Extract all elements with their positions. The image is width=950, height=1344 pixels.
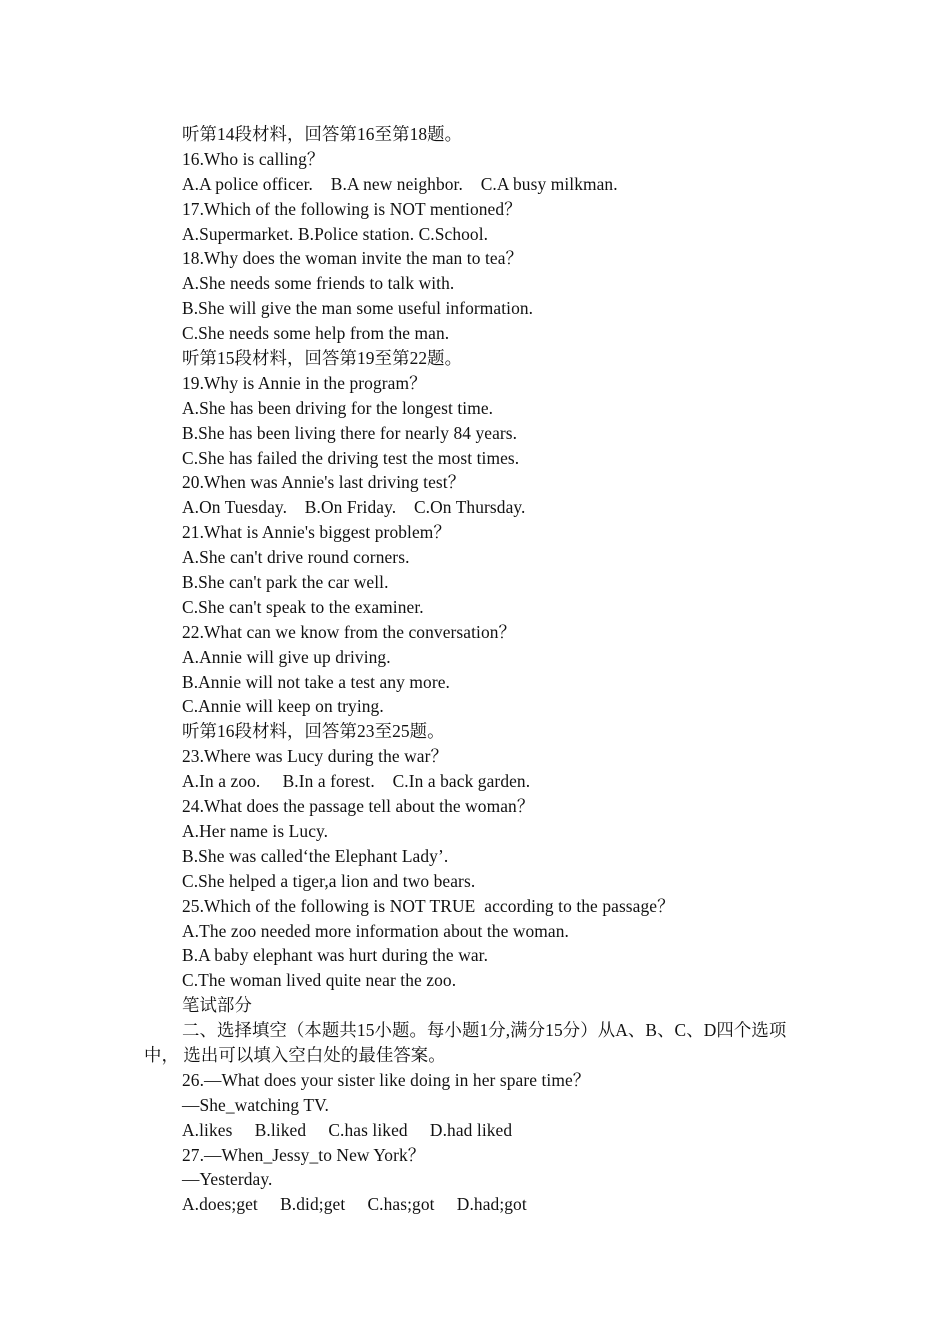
section-instructions-continued: 中， 选出可以填入空白处的最佳答案。	[144, 1044, 446, 1065]
answer-options: A.does;get B.did;get C.has;got D.had;got	[182, 1194, 527, 1215]
answer-option: C.Annie will keep on trying.	[182, 696, 384, 717]
answer-option: B.Annie will not take a test any more.	[182, 671, 450, 692]
question-text: 27.—When_Jessy_to New York？	[182, 1144, 426, 1165]
question-text: 17.Which of the following is NOT mentioned？	[182, 198, 522, 219]
exam-text-body	[144, 122, 822, 1217]
answer-option: A.Her name is Lucy.	[182, 820, 329, 841]
answer-option: C.She needs some help from the man.	[182, 323, 450, 344]
answer-option: B.She will give the man some useful information.	[182, 298, 534, 319]
part-heading: 笔试部分	[182, 995, 252, 1016]
answer-option: B.She can't park the car well.	[182, 572, 389, 593]
question-text: 16.Who is calling？	[182, 148, 325, 169]
dialogue-response: —She_watching TV.	[182, 1094, 329, 1115]
answer-option: B.A baby elephant was hurt during the war.	[182, 945, 489, 966]
answer-options: A.Supermarket. B.Police station. C.School.	[182, 223, 489, 244]
question-text: 21.What is Annie's biggest problem？	[182, 522, 451, 543]
question-text: 19.Why is Annie in the program？	[182, 372, 427, 393]
section-heading: 听第15段材料，回答第19至第22题。	[182, 348, 463, 369]
answer-option: A.She needs some friends to talk with.	[182, 273, 455, 294]
answer-option: C.She has failed the driving test the most times.	[182, 447, 520, 468]
question-text: 26.—What does your sister like doing in her spare time？	[182, 1069, 591, 1090]
section-heading: 听第16段材料，回答第23至25题。	[182, 721, 445, 742]
answer-option: C.The woman lived quite near the zoo.	[182, 970, 457, 991]
answer-options: A.A police officer. B.A new neighbor. C.A busy milkman.	[182, 173, 618, 194]
answer-options: A.On Tuesday. B.On Friday. C.On Thursday.	[182, 497, 526, 518]
answer-option: A.She has been driving for the longest time.	[182, 397, 494, 418]
answer-option: A.Annie will give up driving.	[182, 646, 391, 667]
answer-option: B.She has been living there for nearly 84 years.	[182, 422, 518, 443]
answer-option: C.She can't speak to the examiner.	[182, 596, 424, 617]
answer-option: A.She can't drive round corners.	[182, 547, 410, 568]
section-instructions: 二、选择填空（本题共15小题。每小题1分,满分15分）从A、B、C、D四个选项	[182, 1020, 787, 1041]
answer-option: C.She helped a tiger,a lion and two bears.	[182, 870, 476, 891]
answer-option: B.She was called‘the Elephant Lady’.	[182, 845, 449, 866]
answer-options: A.likes B.liked C.has liked D.had liked	[182, 1119, 513, 1140]
question-text: 22.What can we know from the conversation？	[182, 621, 517, 642]
question-text: 23.Where was Lucy during the war？	[182, 746, 449, 767]
question-text: 24.What does the passage tell about the woman？	[182, 796, 535, 817]
question-text: 18.Why does the woman invite the man to tea？	[182, 248, 524, 269]
dialogue-response: —Yesterday.	[182, 1169, 273, 1190]
answer-options: A.In a zoo. B.In a forest. C.In a back garden.	[182, 771, 531, 792]
answer-option: A.The zoo needed more information about the woman.	[182, 920, 569, 941]
question-text: 25.Which of the following is NOT TRUE according to the passage？	[182, 895, 675, 916]
question-text: 20.When was Annie's last driving test？	[182, 472, 466, 493]
section-heading: 听第14段材料，回答第16至第18题。	[182, 124, 463, 144]
